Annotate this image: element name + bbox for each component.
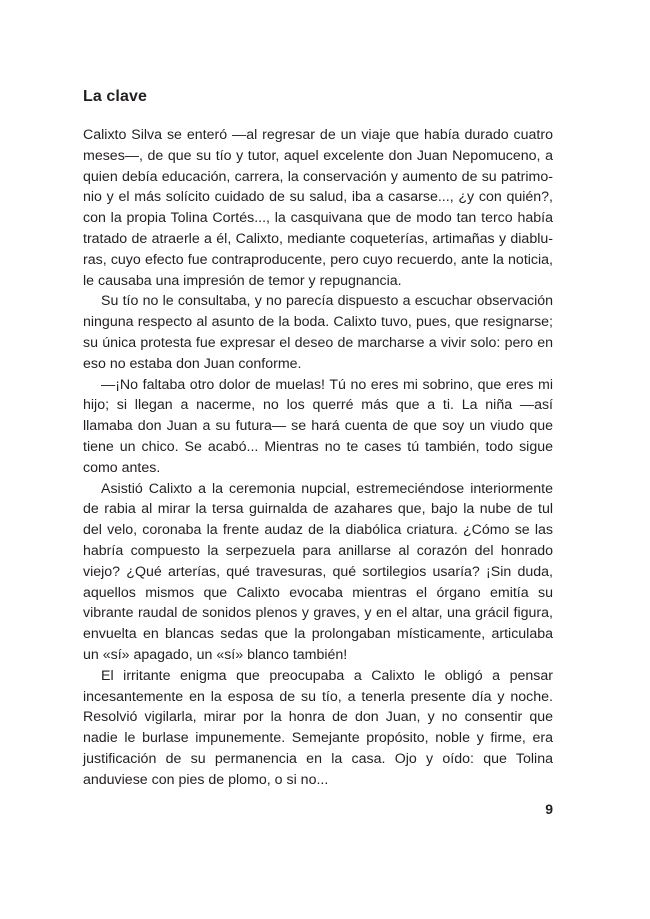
paragraph: Calixto Silva se enteró —al regresar de un viaje que había durado cuatro meses—, de que su tío y tutor, aquel excelente don Juan Nepomuceno, a quien debía educación, carrera, la conservación y aumento de su patrimonio y el más solícito cuidado de su salud, iba a casarse..., ¿y con quién?, con la propia Tolina Cortés..., la casquivana que de modo tan terco había tratado de atraerle a él, Calixto, mediante coqueterías, artimañas y diabluras, cuyo efecto fue contraproducente, pero cuyo recuerdo, ante la noticia, le causaba una impresión de temor y repugnancia. bbox=[83, 127, 553, 289]
paragraph: —¡No faltaba otro dolor de muelas! Tú no eres mi sobrino, que eres mi hijo; si llegan a nacerme, no los querré más que a ti. La niña —así llamaba don Juan a su futura— se hará cuenta de que soy un viudo que tiene un chico. Se acabó... Mientras no te cases tú también, todo sigue como antes. bbox=[83, 376, 553, 476]
paragraph: Su tío no le consultaba, y no parecía dispuesto a escuchar observación ninguna respecto al asunto de la boda. Calixto tuvo, pues, que resignarse; su única protesta fue expresar el deseo de marcharse a vivir solo: pero en eso no estaba don Juan conforme. bbox=[83, 293, 553, 372]
chapter-body bbox=[83, 125, 553, 791]
chapter-title: La clave bbox=[83, 88, 147, 105]
paragraph: El irritante enigma que preocupaba a Calixto le obligó a pensar incesantemente en la esposa de su tío, a tenerla presente día y noche. Resolvió vigilarla, mirar por la honra de don Juan, y no consentir que nadie le burlase impunemente. Semejante propósito, noble y firme, era justificación de su permanencia en la casa. Ojo y oído: que Tolina anduviese con pies de plomo, o si no... bbox=[83, 667, 553, 788]
page-number: 9 bbox=[545, 801, 553, 817]
paragraph: Asistió Calixto a la ceremonia nupcial, estremeciéndose interiormente de rabia al mirar la tersa guirnalda de azahares que, bajo la nube de tul del velo, coronaba la frente audaz de la diabólica criatura. ¿Cómo se las habría compuesto la serpezuela para anillarse al corazón del honrado viejo? ¿Qué arterías, qué travesuras, qué sortilegios usaría? ¡Sin duda, aquellos mismos que Calixto evocaba mientras el órgano emitía su vibrante raudal de sonidos plenos y graves, y en el altar, una grácil figura, envuelta en blancas sedas que la prolongaban místicamente, articulaba un «sí» apagado, un «sí» blanco también! bbox=[83, 480, 553, 663]
